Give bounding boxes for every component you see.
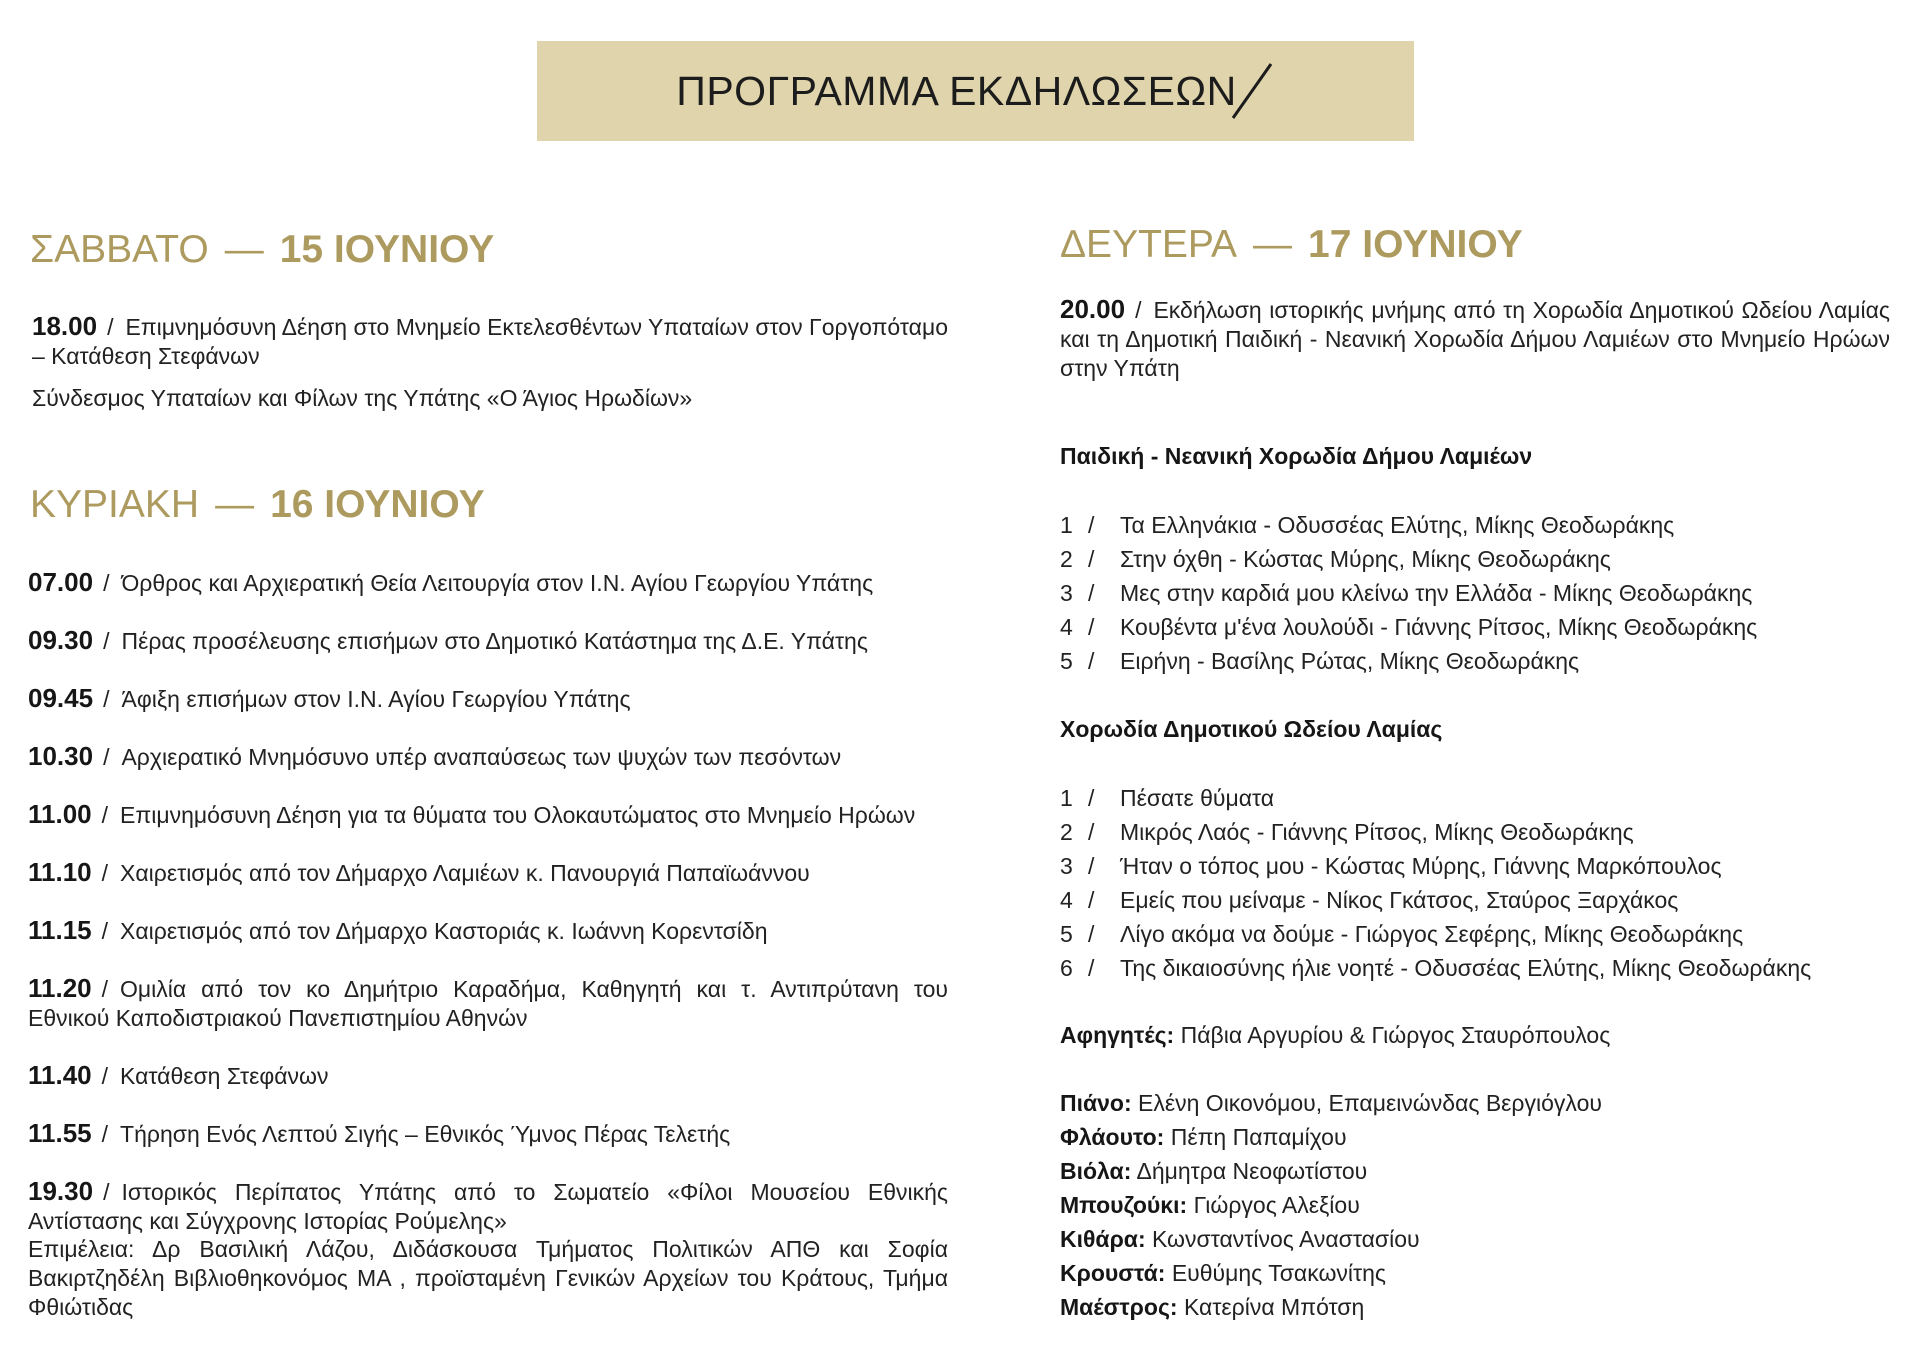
musician-line: Μπουζούκι: Γιώργος Αλεξίου <box>1060 1192 1360 1218</box>
schedule-entry: 07.00 / Όρθρος και Αρχιερατική Θεία Λειτουργία στον Ι.Ν. Αγίου Γεωργίου Υπάτης <box>28 567 874 597</box>
choir-title: Χορωδία Δημοτικού Ωδείου Λαμίας <box>1060 716 1443 742</box>
schedule-entry: 11.15 / Χαιρετισμός από τον Δήμαρχο Καστοριάς κ. Ιωάννη Κορεντσίδη <box>28 915 768 945</box>
musician-line: Πιάνο: Ελένη Οικονόμου, Επαμεινώνδας Βεργιόγλου <box>1060 1090 1602 1116</box>
list-item: 6 / Της δικαιοσύνης ήλιε νοητέ - Οδυσσέας Ελύτης, Μίκης Θεοδωράκης <box>1060 955 1812 981</box>
list-item: 1 / Πέσατε θύματα <box>1060 785 1275 811</box>
entry-text: Χαιρετισμός από τον Δήμαρχο Καστοριάς κ. Ιωάννη Κορεντσίδη <box>120 918 768 944</box>
entry-time: 09.45 <box>28 683 94 713</box>
entry-text: Εκδήλωση ιστορικής μνήμης από τη Χορωδία Δημοτικού Ωδείου Λαμίας και τη Δημοτική Παιδική - Νεανική Χορωδία Δήμου Λαμιέων στο Μνημείο Ηρώων στην Υπάτη <box>1060 297 1890 381</box>
entry-text: Όρθρος και Αρχιερατική Θεία Λειτουργία στον Ι.Ν. Αγίου Γεωργίου Υπάτης <box>121 570 874 596</box>
day-name: ΚΥΡΙΑΚΗ <box>30 483 200 526</box>
list-item: 2 / Στην όχθη - Κώστας Μύρης, Μίκης Θεοδωράκης <box>1060 546 1611 572</box>
narrators-line: Αφηγητές: Πάβια Αργυρίου & Γιώργος Σταυρόπουλος <box>1060 1022 1611 1048</box>
title-banner <box>537 41 1414 141</box>
entry-text: Ιστορικός Περίπατος Υπάτης από το Σωματείο «Φίλοι Μουσείου Εθνικής Αντίστασης και Σύγχρονης Ιστορίας Ρούμελης» <box>28 1179 948 1234</box>
choir-title: Παιδική - Νεανική Χορωδία Δήμου Λαμιέων <box>1060 443 1533 469</box>
schedule-entry: 09.30 / Πέρας προσέλευσης επισήμων στο Δημοτικό Κατάστημα της Δ.Ε. Υπάτης <box>28 625 868 655</box>
schedule-entry: 10.30 / Αρχιερατικό Μνημόσυνο υπέρ αναπαύσεως των ψυχών των πεσόντων <box>28 741 842 771</box>
entry-text: Πέρας προσέλευσης επισήμων στο Δημοτικό Κατάστημα της Δ.Ε. Υπάτης <box>121 628 868 654</box>
entry-time: 09.30 <box>28 625 94 655</box>
list-item: 3 / Μες στην καρδιά μου κλείνω την Ελλάδα - Μίκης Θεοδωράκης <box>1060 580 1753 606</box>
musician-line: Φλάουτο: Πέπη Παπαμίχου <box>1060 1124 1347 1150</box>
schedule-entry: 11.40 / Κατάθεση Στεφάνων <box>28 1060 329 1090</box>
entry-time: 11.40 <box>28 1060 92 1090</box>
entry-time: 11.10 <box>28 857 92 887</box>
entry-time: 18.00 <box>32 311 98 341</box>
schedule-entry: 11.10 / Χαιρετισμός από τον Δήμαρχο Λαμιέων κ. Πανουργιά Παπαϊωάννου <box>28 857 810 887</box>
entry-note: Σύνδεσμος Υπαταίων και Φίλων της Υπάτης «Ο Άγιος Ηρωδίων» <box>32 385 693 411</box>
day-name: ΣΑΒΒΑΤΟ <box>30 228 209 271</box>
list-item: 4 / Κουβέντα μ'ένα λουλούδι - Γιάννης Ρίτσος, Μίκης Θεοδωράκης <box>1060 614 1758 640</box>
entry-text: Επιμνημόσυνη Δέηση για τα θύματα του Ολοκαυτώματος στο Μνημείο Ηρώων <box>120 802 916 828</box>
entry-text: Τήρηση Ενός Λεπτού Σιγής – Εθνικός Ύμνος Πέρας Τελετής <box>120 1121 731 1147</box>
entry-text: Κατάθεση Στεφάνων <box>120 1063 329 1089</box>
entry-time: 20.00 <box>1060 294 1126 324</box>
entry-note: Επιμέλεια: Δρ Βασιλική Λάζου, Διδάσκουσα Τμήματος Πολιτικών ΑΠΘ και Σοφία Βακιρτζηδέλη Βιβλιοθηκονόμος ΜΑ , προϊσταμένη Γενικών Αρχείων του Κράτους, Τμήμα Φθιώτιδας <box>28 1236 948 1320</box>
entry-time: 07.00 <box>28 567 94 597</box>
schedule-entry: 11.00 / Επιμνημόσυνη Δέηση για τα θύματα του Ολοκαυτώματος στο Μνημείο Ηρώων <box>28 799 916 829</box>
entry-text: Επιμνημόσυνη Δέηση στο Μνημείο Εκτελεσθέντων Υπαταίων στον Γοργοπόταμο – Κατάθεση Στεφάνων <box>32 314 948 369</box>
entry-time: 11.15 <box>28 915 92 945</box>
schedule-entry: 18.00 / Επιμνημόσυνη Δέηση στο Μνημείο Εκτελεσθέντων Υπαταίων στον Γοργοπόταμο – Κατάθεση Στεφάνων <box>32 311 948 369</box>
entry-text: Αρχιερατικό Μνημόσυνο υπέρ αναπαύσεως των ψυχών των πεσόντων <box>121 744 842 770</box>
musician-line: Βιόλα: Δήμητρα Νεοφωτίστου <box>1060 1158 1368 1184</box>
entry-time: 10.30 <box>28 741 94 771</box>
musician-line: Κιθάρα: Κωνσταντίνος Αναστασίου <box>1060 1226 1420 1252</box>
list-item: 5 / Λίγο ακόμα να δούμε - Γιώργος Σεφέρης, Μίκης Θεοδωράκης <box>1060 921 1744 947</box>
schedule-entry: 11.55 / Τήρηση Ενός Λεπτού Σιγής – Εθνικός Ύμνος Πέρας Τελετής <box>28 1118 731 1148</box>
slash-icon <box>1229 60 1275 122</box>
musician-line: Κρουστά: Ευθύμης Τσακωνίτης <box>1060 1260 1386 1286</box>
sunday-heading: ΚΥΡΙΑΚΗ — 16 ΙΟΥΝΙΟΥ <box>30 483 485 526</box>
list-item: 4 / Εμείς που μείναμε - Νίκος Γκάτσος, Σταύρος Ξαρχάκος <box>1060 887 1679 913</box>
entry-time: 19.30 <box>28 1176 94 1206</box>
monday-heading: ΔΕΥΤΕΡΑ — 17 ΙΟΥΝΙΟΥ <box>1060 223 1523 266</box>
page-title: ΠΡΟΓΡΑΜΜΑ ΕΚΔΗΛΩΣΕΩΝ <box>676 67 1237 114</box>
day-date: 15 ΙΟΥΝΙΟΥ <box>279 228 495 271</box>
schedule-entry: 19.30 / Ιστορικός Περίπατος Υπάτης από το Σωματείο «Φίλοι Μουσείου Εθνικής Αντίστασης και Σύγχρονης Ιστορίας Ρούμελης» <box>28 1176 948 1234</box>
list-item: 3 / Ήταν ο τόπος μου - Κώστας Μύρης, Γιάννης Μαρκόπουλος <box>1060 853 1722 879</box>
day-name: ΔΕΥΤΕΡΑ <box>1060 223 1238 266</box>
entry-time: 11.20 <box>28 973 92 1003</box>
entry-text: Ομιλία από τον κο Δημήτριο Καραδήμα, Καθηγητή και τ. Αντιπρύτανη του Εθνικού Καποδιστριακού Πανεπιστημίου Αθηνών <box>28 976 948 1031</box>
saturday-heading: ΣΑΒΒΑΤΟ — 15 ΙΟΥΝΙΟΥ <box>30 228 495 271</box>
day-date: 17 ΙΟΥΝΙΟΥ <box>1308 223 1523 266</box>
list-item: 2 / Μικρός Λαός - Γιάννης Ρίτσος, Μίκης Θεοδωράκης <box>1060 819 1634 845</box>
entry-text: Άφιξη επισήμων στον Ι.Ν. Αγίου Γεωργίου Υπάτης <box>121 686 631 712</box>
day-date: 16 ΙΟΥΝΙΟΥ <box>270 483 485 526</box>
entry-time: 11.00 <box>28 799 92 829</box>
entry-time: 11.55 <box>28 1118 92 1148</box>
schedule-entry: 09.45 / Άφιξη επισήμων στον Ι.Ν. Αγίου Γεωργίου Υπάτης <box>28 683 631 713</box>
schedule-entry: 11.20 / Ομιλία από τον κο Δημήτριο Καραδήμα, Καθηγητή και τ. Αντιπρύτανη του Εθνικού Καποδιστριακού Πανεπιστημίου Αθηνών <box>28 973 948 1031</box>
musician-line: Μαέστρος: Κατερίνα Μπότση <box>1060 1294 1365 1320</box>
schedule-entry: 20.00 / Εκδήλωση ιστορικής μνήμης από τη Χορωδία Δημοτικού Ωδείου Λαμίας και τη Δημοτική Παιδική - Νεανική Χορωδία Δήμου Λαμιέων στο Μνημείο Ηρώων στην Υπάτη <box>1060 294 1890 381</box>
list-item: 5 / Ειρήνη - Βασίλης Ρώτας, Μίκης Θεοδωράκης <box>1060 648 1580 674</box>
entry-text: Χαιρετισμός από τον Δήμαρχο Λαμιέων κ. Πανουργιά Παπαϊωάννου <box>120 860 810 886</box>
list-item: 1 / Τα Ελληνάκια - Οδυσσέας Ελύτης, Μίκης Θεοδωράκης <box>1060 512 1675 538</box>
